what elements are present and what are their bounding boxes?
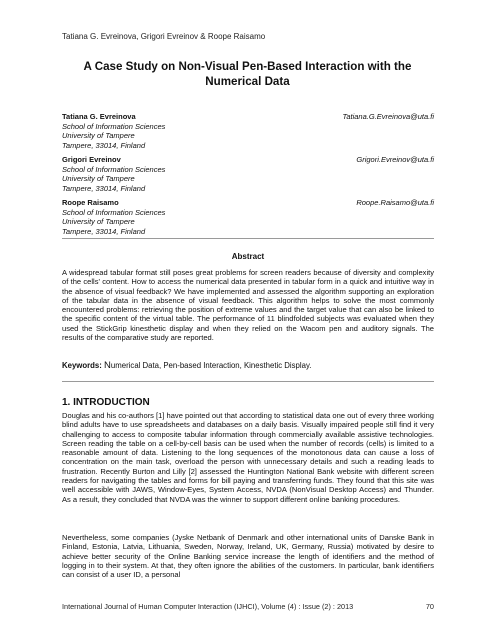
author-name: Grigori Evreinov bbox=[62, 155, 121, 164]
author-university: University of Tampere bbox=[62, 217, 135, 226]
keywords-bottom-rule bbox=[62, 381, 434, 382]
keywords-line bbox=[62, 361, 434, 371]
keywords-label: Keywords: bbox=[62, 361, 102, 370]
abstract-top-rule bbox=[62, 238, 434, 239]
page-footer bbox=[62, 602, 434, 611]
page-number: 70 bbox=[425, 602, 434, 611]
author-block bbox=[62, 112, 434, 150]
paper-title: A Case Study on Non-Visual Pen-Based Interaction with the Numerical Data bbox=[83, 60, 412, 88]
author-school: School of Information Sciences bbox=[62, 207, 166, 217]
author-university: University of Tampere bbox=[62, 131, 135, 140]
author-block bbox=[62, 155, 434, 193]
keywords-list: umerical Data, Pen-based Interaction, Kinesthetic Display. bbox=[110, 361, 312, 370]
journal-citation: International Journal of Human Computer Interaction (IJHCI), Volume (4) : Issue (2) : 2013 bbox=[62, 602, 354, 611]
author-university: University of Tampere bbox=[62, 174, 135, 183]
author-name: Roope Raisamo bbox=[62, 198, 119, 207]
author-email[interactable]: Roope.Raisamo@uta.fi bbox=[356, 198, 434, 207]
section-heading: 1. INTRODUCTION bbox=[62, 397, 150, 408]
keywords-first-letter: N bbox=[104, 360, 111, 371]
author-block bbox=[62, 198, 434, 236]
author-school: School of Information Sciences bbox=[62, 121, 166, 131]
author-email[interactable]: Tatiana.G.Evreinova@uta.fi bbox=[342, 112, 434, 121]
intro-paragraph: Douglas and his co-authors [1] have pointed out that according to statistical data one out of every three working blind adults have to use spreadsheets and databases on a daily basis. Visually impaired people still find it very challenging to access to composite tabular information through commercially available assistive technologies. Screen reading the table on a cell-by-cell basis can be used when the number of records (cells) is limited to a reasonable amount of data. Listening to the long sequences of the monotonous data can cause a loss of concentration on the main task, overload the person with unnecessary details and such a reading leads to frustration. Recently Burton and Lilly [2] assessed the Huntington National Bank website with different screen readers for navigating the tables and forms for bill paying and transferring funds. They found that this site was well accessible with JAWS, Window-Eyes, System Access, NVDA (NonVisual Desktop Access) and Thunder. As a result, they concluded that NVDA was the winner to support different online banking procedures. bbox=[62, 411, 434, 504]
running-head: Tatiana G. Evreinova, Grigori Evreinov & Roope Raisamo bbox=[62, 32, 266, 41]
author-email[interactable]: Grigori.Evreinov@uta.fi bbox=[356, 155, 434, 164]
author-name: Tatiana G. Evreinova bbox=[62, 112, 136, 121]
author-city: Tampere, 33014, Finland bbox=[62, 183, 146, 193]
intro-paragraph: Nevertheless, some companies (Jyske Netbank of Denmark and other international units of Danske Bank in Finland, Estonia, Latvia, Lithuania, Sweden, Norway, Ireland, UK, Germany, Russia) motivated by desire to achieve better security of the Online Banking service increase the length of identifiers and the method of logging in to their system. At that, they often ignore the abilities of the customers. In particular, bank identifiers can consist of a user ID, a personal bbox=[62, 533, 434, 580]
author-city: Tampere, 33014, Finland bbox=[62, 140, 146, 150]
abstract-text: A widespread tabular format still poses great problems for screen readers because of diversity and complexity of the cells' content. How to access the numerical data presented in tabular form in a quick and intuitive way in the absence of visual feedback? We have implemented and assessed the algorithm supporting an exploration of the tabular data in the absence of visual feedback. This algorithm helps to solve the most commonly encountered problems: retrieving the position of extreme values and the target value that can also be linked to the specific content of the virtual table. The performance of 11 blindfolded subjects was evaluated when they used the StickGrip kinesthetic display and when they relied on the Wacom pen and auditory signals. The results of the comparative study are reported. bbox=[62, 268, 434, 343]
abstract-heading: Abstract bbox=[231, 252, 265, 261]
author-school: School of Information Sciences bbox=[62, 164, 166, 174]
author-city: Tampere, 33014, Finland bbox=[62, 226, 146, 236]
